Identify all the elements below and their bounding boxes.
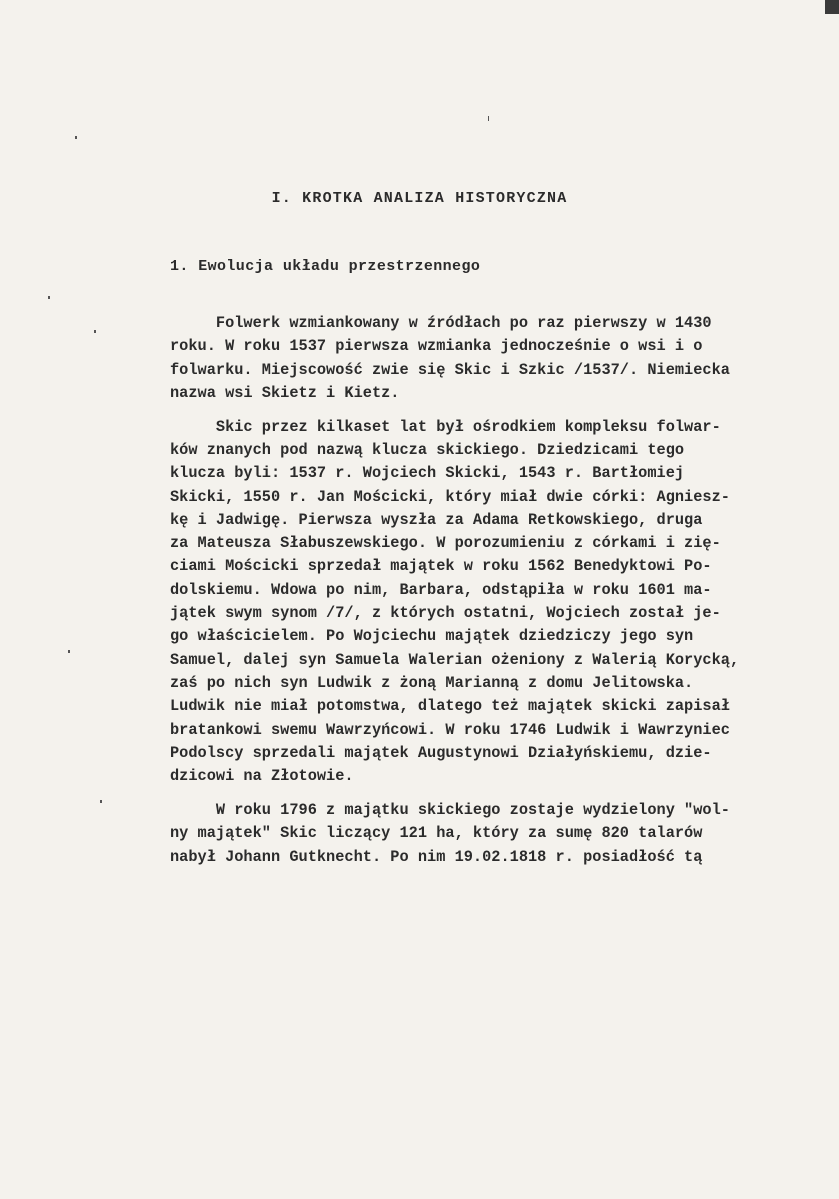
paper-speck <box>488 116 489 121</box>
text-line: ków znanych pod nazwą klucza skickiego. Dziedzicami tego <box>170 440 685 459</box>
text-line: Podolscy sprzedali majątek Augustynowi Działyńskiemu, dzie- <box>170 743 712 762</box>
paper-speck <box>48 296 50 299</box>
text-line: nabył Johann Gutknecht. Po nim 19.02.1818 r. posiadłość tą <box>170 847 703 866</box>
text-line: W roku 1796 z majątku skickiego zostaje wydzielony "wol- <box>170 800 730 819</box>
text-line: klucza byli: 1537 r. Wojciech Skicki, 1543 r. Bartłomiej <box>170 464 685 483</box>
text-line: ciami Mościcki sprzedał majątek w roku 1562 Benedyktowi Po- <box>170 557 712 576</box>
paper-speck <box>94 330 96 333</box>
text-line: roku. W roku 1537 pierwsza wzmianka jednocześnie o wsi i o <box>170 337 703 356</box>
paragraph <box>170 799 810 869</box>
text-line: ny majątek" Skic liczący 121 ha, który za sumę 820 talarów <box>170 824 703 843</box>
document-body <box>170 312 810 869</box>
text-line: Ludwik nie miał potomstwa, dlatego też majątek skicki zapisał <box>170 697 730 716</box>
text-line: folwarku. Miejscowość zwie się Skic i Szkic /1537/. Niemiecka <box>170 360 730 379</box>
text-line: Skicki, 1550 r. Jan Mościcki, który miał dwie córki: Agniesz- <box>170 487 730 506</box>
text-line: dzicowi na Złotowie. <box>170 767 354 786</box>
paper-speck <box>68 650 70 653</box>
text-line: go właścicielem. Po Wojciechu majątek dziedziczy jego syn <box>170 627 694 646</box>
text-line: Skic przez kilkaset lat był ośrodkiem kompleksu folwar- <box>170 417 721 436</box>
text-line: dolskiemu. Wdowa po nim, Barbara, odstąpiła w roku 1601 ma- <box>170 580 712 599</box>
text-line: jątek swym synom /7/, z których ostatni, Wojciech został je- <box>170 604 721 623</box>
corner-mark <box>825 0 839 14</box>
paper-speck <box>100 800 102 803</box>
text-line: zaś po nich syn Ludwik z żoną Marianną z domu Jelitowska. <box>170 673 694 692</box>
paragraph <box>170 416 810 789</box>
text-line: za Mateusza Słabuszewskiego. W porozumieniu z córkami i zię- <box>170 534 721 553</box>
section-subheading: 1. Ewolucja układu przestrzennego <box>170 258 481 275</box>
document-heading: I. KROTKA ANALIZA HISTORYCZNA <box>271 190 568 207</box>
text-line: kę i Jadwigę. Pierwsza wyszła za Adama Retkowskiego, druga <box>170 510 703 529</box>
text-line: Folwerk wzmiankowany w źródłach po raz pierwszy w 1430 <box>170 314 712 332</box>
text-line: bratankowi swemu Wawrzyńcowi. W roku 1746 Ludwik i Wawrzyniec <box>170 720 730 739</box>
paragraph <box>170 312 810 405</box>
paper-speck <box>75 136 77 139</box>
text-line: Samuel, dalej syn Samuela Walerian ożeniony z Walerią Korycką, <box>170 650 740 669</box>
text-line: nazwa wsi Skietz i Kietz. <box>170 383 400 402</box>
